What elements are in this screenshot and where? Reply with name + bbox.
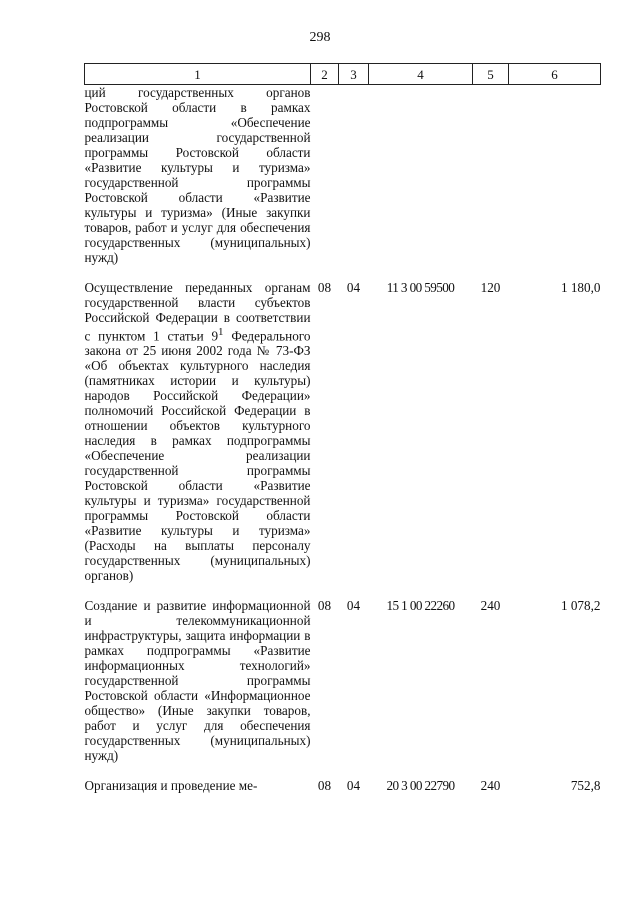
column-header-6: 6 <box>509 64 601 85</box>
column-header-4: 4 <box>369 64 473 85</box>
row-target-article <box>369 85 473 281</box>
budget-table <box>84 63 601 808</box>
row-expense-type: 240 <box>480 778 501 794</box>
row-target-article: 11 3 00 59500 <box>386 280 455 295</box>
column-header-1: 1 <box>85 64 311 85</box>
row-target-article: 20 3 00 22790 <box>386 778 455 794</box>
description-text-after: Федерального закона от 25 июня 2002 года № 73-ФЗ «Об объектах культурного наследия (памятниках истории и культуры) народов Российской Федерации» полномочий Российской Федерации в отношении объектов культурного наследия в рамках подпрограммы «Обеспечение реализации государственной программы Ростовской области «Развитие культуры и туризма» государственной программы Ростовской области «Развитие культуры и туризма» (Расходы на выплаты персоналу государственных (муниципальных) органов) <box>84 328 311 584</box>
description-text-before: Осуществление переданных органам государственной власти субъектов Российской Федерации в соответствии с пунктом 1 статьи 9 <box>84 280 311 344</box>
superscript-one: 1 <box>218 326 224 338</box>
row-subsection: 04 <box>346 598 361 614</box>
row-subsection: 04 <box>346 280 361 295</box>
row-section: 08 <box>317 280 332 295</box>
column-header-2: 2 <box>311 64 339 85</box>
row-expense-type: 120 <box>480 280 501 295</box>
table-row <box>85 778 601 808</box>
row-amount: 752,8 <box>570 778 601 794</box>
row-section: 08 <box>317 598 332 614</box>
row-description: Организация и проведение ме- <box>84 778 258 794</box>
row-amount <box>509 85 601 281</box>
table-header-row <box>85 64 601 85</box>
row-description <box>85 280 311 598</box>
row-subsection <box>339 85 369 281</box>
row-target-article: 15 1 00 22260 <box>386 598 455 614</box>
row-expense-type <box>473 85 509 281</box>
row-amount: 1 180,0 <box>560 280 601 295</box>
row-description: ций государственных органов Ростовской области в рамках подпрограммы «Обеспечение реализации государственной программы Ростовской области «Развитие культуры и туризма» государственной программы Ростовской области «Развитие культуры и туризма» (Иные закупки товаров, работ и услуг для обеспечения государственных (муниципальных) нужд) <box>84 85 311 265</box>
row-amount: 1 078,2 <box>560 598 601 614</box>
column-header-5: 5 <box>473 64 509 85</box>
page-number: 298 <box>309 30 331 45</box>
column-header-3: 3 <box>339 64 369 85</box>
row-section <box>311 85 339 281</box>
row-description: Создание и развитие информационной и телекоммуникационной инфраструктуры, защита информации в рамках подпрограммы «Развитие информационных технологий» государственной программы Ростовской области «Информационное общество» (Иные закупки товаров, работ и услуг для обеспечения государственных (муниципальных) нужд) <box>84 598 311 764</box>
table-row <box>85 85 601 281</box>
row-section: 08 <box>317 778 332 794</box>
row-expense-type: 240 <box>480 598 501 614</box>
table-row <box>85 598 601 778</box>
row-subsection: 04 <box>346 778 361 794</box>
table-row <box>85 280 601 598</box>
